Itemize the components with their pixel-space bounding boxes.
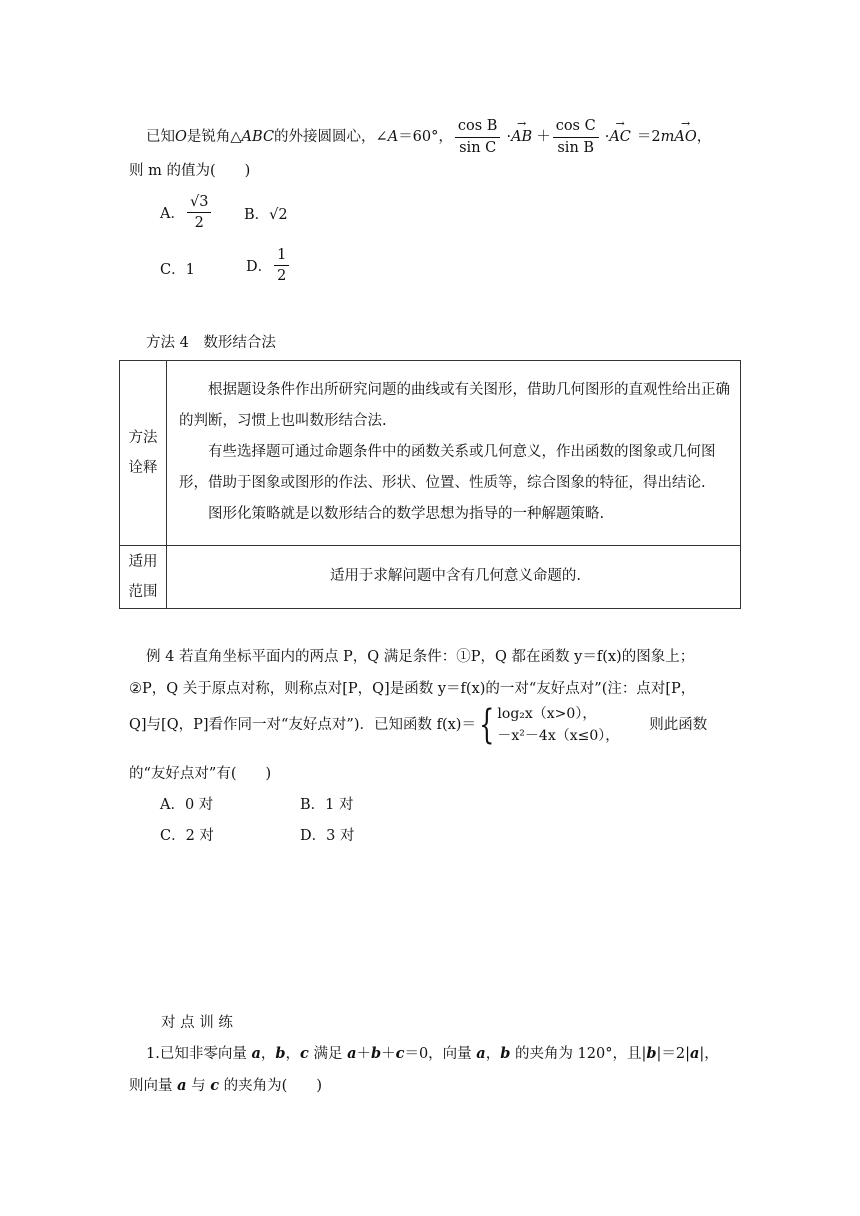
tq1-sep: ， <box>485 1046 501 1062</box>
example-4-line-1: 例 4 若直角坐标平面内的两点 P，Q 满足条件：①P，Q 都在函数 y＝f(x)的图象上； <box>146 649 695 665</box>
tq1-line2-text-3: 的夹角为( ) <box>219 1078 323 1094</box>
tq1-vec-a: a <box>690 1045 700 1062</box>
training-q1-line-2 <box>129 1074 322 1095</box>
tq1-vec-b: b <box>500 1045 511 1062</box>
q1-fraction-1-num: cos B <box>455 117 501 137</box>
tq1-text-1: 1.已知非零向量 <box>146 1046 252 1062</box>
piecewise-case-1: log₂x（x>0）， <box>497 706 597 722</box>
q1-option-a-den: 2 <box>194 215 204 232</box>
scope-row-content: 适用于求解问题中含有几何意义命题的. <box>167 546 741 609</box>
q1-option-d-label: D． <box>246 259 273 276</box>
training-heading: 对 点 训 练 <box>161 1015 233 1031</box>
tq1-vec-a: a <box>177 1077 187 1094</box>
method-paragraph-3: 图形化策略就是以数形结合的数学思想为指导的一种解题策略. <box>208 505 605 522</box>
tq1-line2-text-1: 则向量 <box>129 1078 178 1094</box>
tq1-text-4: 的夹角为 120°，且| <box>510 1046 647 1062</box>
example-4-option-a: A．0 对 <box>160 797 214 813</box>
q1-option-b: B．√2 <box>244 207 288 223</box>
example-4-option-d: D．3 对 <box>300 828 355 844</box>
tq1-text-3: ＝0，向量 <box>404 1046 477 1062</box>
method-label-line-1: 方法 <box>128 430 158 446</box>
q1-equals: ＝2 <box>636 129 661 145</box>
method-row-content <box>167 361 741 546</box>
q1-option-d <box>246 246 291 285</box>
method-label-line-2: 诠释 <box>128 460 158 476</box>
tq1-line2-text-2: 与 <box>186 1078 211 1094</box>
q1-angle-value: ＝60°， <box>398 129 453 145</box>
q1-fraction-1 <box>455 117 501 156</box>
q1-option-a <box>160 193 213 232</box>
example-4-function-def: Q]与[Q，P]看作同一对“友好点对”)．已知函数 f(x)＝ <box>129 717 476 733</box>
method-row-scope <box>120 546 741 609</box>
q1-fraction-2-num: cos C <box>553 117 599 137</box>
q1-point-o: O <box>175 129 187 145</box>
q1-option-a-num: √3 <box>187 193 211 213</box>
q1-fraction-2 <box>553 117 599 156</box>
piecewise-case-2: －x²－4x（x≤0）， <box>497 728 620 744</box>
q1-angle-a: A <box>387 129 399 145</box>
tq1-text-2: 满足 <box>308 1046 348 1062</box>
q1-option-d-den: 2 <box>277 268 287 285</box>
method-paragraph-2: 有些选择题可通过命题条件中的函数关系或几何意义，作出函数的图象或几何图形，借助于图象或图形的作法、形状、位置、性质等，综合图象的特征，得出结论. <box>179 443 716 491</box>
tq1-vec-c: c <box>210 1077 220 1094</box>
q1-text-2: 的外接圆圆心，∠ <box>274 129 388 145</box>
example-4-line-3-tail: 则此函数 <box>649 717 708 733</box>
example-4-line-2: ②P，Q 关于原点对称，则称点对[P，Q]是函数 y＝f(x)的一对“友好点对”(注：点对[P， <box>129 681 696 697</box>
piecewise-cases <box>497 703 619 747</box>
tq1-vec-b: b <box>370 1045 382 1062</box>
tq1-vec-c: c <box>395 1045 405 1062</box>
example-4-option-c: C．2 对 <box>160 828 214 844</box>
q1-fraction-2-den: sin B <box>557 139 595 156</box>
scope-label-line-2: 范围 <box>128 584 158 600</box>
method-row-explanation <box>120 361 741 546</box>
method-row-label <box>120 361 167 546</box>
q1-option-a-label: A． <box>160 206 185 223</box>
q1-fraction-1-den: sin C <box>459 139 497 156</box>
tq1-vec-a: a <box>251 1045 261 1062</box>
example-4-line-4: 的“友好点对”有( ) <box>129 766 272 782</box>
piecewise-brace: { <box>479 702 495 748</box>
q1-option-d-fraction <box>274 246 289 285</box>
tq1-sep: ， <box>260 1046 276 1062</box>
scope-row-label <box>120 546 167 609</box>
tq1-sep: ， <box>285 1046 300 1062</box>
method-paragraph-1: 根据题设条件作出所研究问题的曲线或有关图形，借助几何图形的直观性给出正确的判断，习惯上也叫数形结合法. <box>179 381 730 429</box>
tq1-text-6: |， <box>699 1046 719 1062</box>
tq1-text-5: |＝2| <box>656 1046 691 1062</box>
vector-ac: → AC <box>609 113 631 157</box>
method-table <box>119 360 741 609</box>
question-1-line-2: 则 m 的值为( ) <box>129 163 251 179</box>
tq1-vec-a: a <box>347 1045 357 1062</box>
example-4-line-3 <box>129 700 707 750</box>
q1-option-c: C．1 <box>160 262 195 278</box>
q1-triangle: ABC <box>241 129 275 145</box>
q1-option-d-num: 1 <box>274 246 289 266</box>
q1-intro: 已知 <box>146 129 175 145</box>
tq1-vec-c: c <box>300 1045 309 1062</box>
method-heading: 方法 4 数形结合法 <box>146 335 276 351</box>
question-1-line-1: 已知O是锐角△ABC的外接圆圆心，∠A＝60°， $\frac{\text{cos B}}{\text{sin C}}$ ·→ AB ＋ $\frac{\text{cos C}}{\text{sin B}}$ ·→ AC ＝2m→ AO， <box>146 113 711 157</box>
tq1-vec-b: b <box>275 1045 286 1062</box>
q1-plus: ＋ <box>536 129 551 145</box>
q1-tail: ， <box>696 129 712 145</box>
training-q1-line-1 <box>146 1042 719 1063</box>
q1-option-a-fraction <box>187 193 211 232</box>
tq1-plus: ＋ <box>356 1046 371 1062</box>
vector-ab: → AB <box>511 113 532 157</box>
tq1-vec-b: b <box>646 1045 657 1062</box>
tq1-plus: ＋ <box>381 1046 396 1062</box>
q1-text: 是锐角△ <box>186 129 242 145</box>
vector-ao: → AO <box>674 113 696 157</box>
example-4-option-b: B．1 对 <box>300 797 354 813</box>
q1-var-m: m <box>660 129 675 145</box>
tq1-vec-a: a <box>476 1045 486 1062</box>
scope-label-line-1: 适用 <box>128 554 158 570</box>
